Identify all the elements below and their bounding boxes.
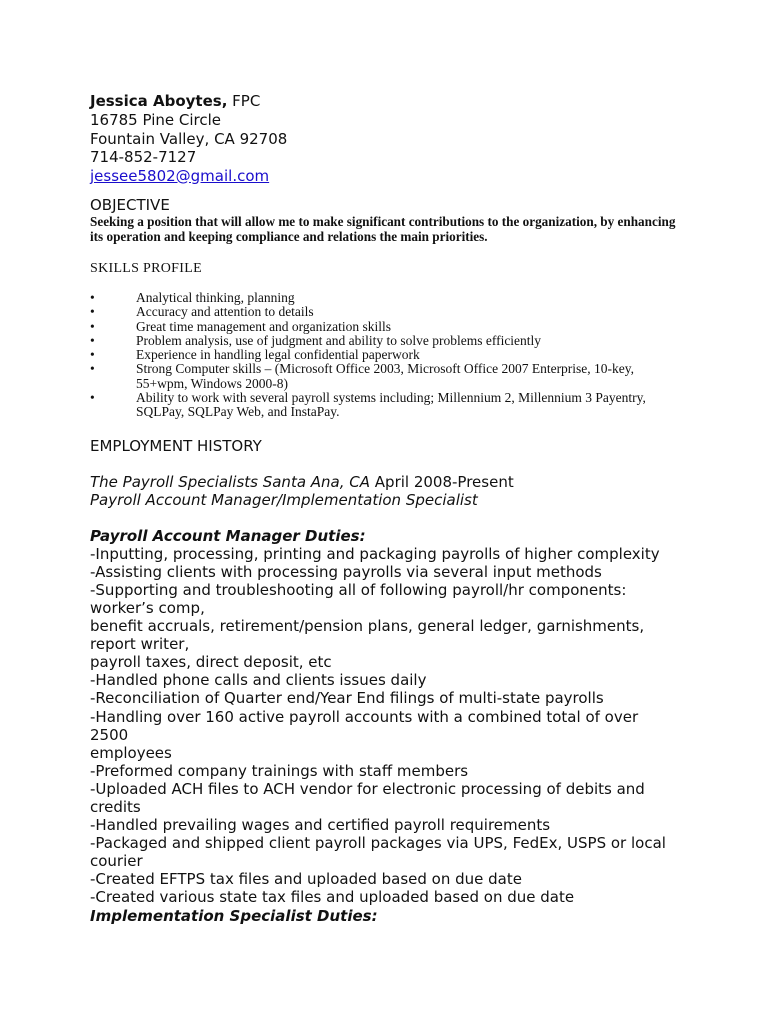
duty-line: 2500	[90, 725, 129, 744]
objective-text: Seeking a position that will allow me to make significant contributions to the organization, by enhancing its operation and keeping compliance and relations the main priorities.	[90, 214, 676, 244]
bullet-icon: •	[90, 290, 95, 305]
skill-text: Experience in handling legal confidential paperwork	[136, 347, 420, 363]
bullet-icon: •	[90, 361, 95, 377]
phone-number: 714-852-7127	[90, 148, 197, 166]
job-title-line	[90, 473, 690, 491]
duties-heading: Payroll Account Manager Duties:	[90, 526, 366, 545]
duty-line: -Packaged and shipped client payroll packages via UPS, FedEx, USPS or local	[90, 834, 666, 853]
duty-line: -Supporting and troubleshooting all of following payroll/hr components:	[90, 580, 627, 599]
bullet-icon: •	[90, 332, 95, 348]
email-link[interactable]: jessee5802@gmail.com	[90, 166, 270, 185]
duty-line: -Handling over 160 active payroll accounts with a combined total of over	[90, 707, 639, 726]
duty-line: -Reconciliation of Quarter end/Year End filings of multi-state payrolls	[90, 689, 604, 708]
skill-item	[90, 320, 670, 334]
skill-text: Strong Computer skills – (Microsoft Office 2003, Microsoft Office 2007 Enterprise, 10-key, 55+wpm, Windows 2000-8)	[136, 361, 635, 391]
duty-line: -Created EFTPS tax files and uploaded based on due date	[90, 870, 522, 889]
email-line	[90, 167, 690, 186]
duty-line: -Assisting clients with processing payrolls via several input methods	[90, 562, 602, 581]
duty-line: credits	[90, 797, 141, 816]
bullet-icon: •	[90, 390, 95, 406]
address-line-2: Fountain Valley, CA 92708	[90, 129, 288, 148]
duty-line: report writer,	[90, 635, 190, 654]
skill-item	[90, 291, 670, 305]
duty-line: -Preformed company trainings with staff members	[90, 761, 469, 780]
job-position: Payroll Account Manager/Implementation Specialist	[90, 490, 478, 509]
bullet-icon: •	[90, 347, 95, 363]
duty-line: -Inputting, processing, printing and packaging payrolls of higher complexity	[90, 544, 660, 563]
objective-heading: OBJECTIVE	[90, 196, 170, 214]
address-line-1: 16785 Pine Circle	[90, 111, 221, 129]
skill-text: Great time management and organization skills	[136, 318, 392, 334]
duty-line: employees	[90, 743, 172, 762]
company-name: The Payroll Specialists Santa Ana, CA	[90, 472, 371, 491]
skill-item	[90, 334, 670, 348]
duty-line: -Created various state tax files and uploaded based on due date	[90, 888, 575, 907]
bullet-icon: •	[90, 304, 95, 320]
duty-line: worker’s comp,	[90, 598, 205, 617]
bullet-icon: •	[90, 318, 95, 334]
duty-list	[90, 545, 690, 907]
credential-text: FPC	[227, 92, 261, 110]
skill-text: Analytical thinking, planning	[136, 290, 295, 305]
duty-line: -Handled prevailing wages and certified payroll requirements	[90, 816, 551, 835]
resume-page	[90, 92, 690, 925]
skill-item	[90, 391, 670, 420]
skill-text: Problem analysis, use of judgment and ability to solve problems efficiently	[136, 332, 542, 348]
duty-line: -Uploaded ACH files to ACH vendor for electronic processing of debits and	[90, 779, 645, 798]
skill-item	[90, 305, 670, 319]
duty-line: courier	[90, 852, 143, 871]
skill-item	[90, 348, 670, 362]
employment-heading: EMPLOYMENT HISTORY	[90, 436, 262, 455]
skill-item	[90, 362, 670, 391]
duty-line: payroll taxes, direct deposit, etc	[90, 653, 332, 672]
skill-text: Ability to work with several payroll systems including; Millennium 2, Millennium 3 Payentry, SQLPay, SQLPay Web, and InstaPay.	[136, 390, 646, 420]
job-dates: April 2008-Present	[370, 472, 514, 491]
applicant-name	[90, 92, 690, 111]
skills-list	[90, 291, 690, 420]
duty-line: -Handled phone calls and clients issues daily	[90, 671, 427, 690]
duty-line: benefit accruals, retirement/pension plans, general ledger, garnishments,	[90, 617, 645, 636]
skill-text: Accuracy and attention to details	[136, 304, 314, 320]
implementation-duties-heading: Implementation Specialist Duties:	[90, 906, 378, 925]
skills-heading: SKILLS PROFILE	[90, 261, 202, 276]
name-text: Jessica Aboytes,	[90, 92, 228, 110]
